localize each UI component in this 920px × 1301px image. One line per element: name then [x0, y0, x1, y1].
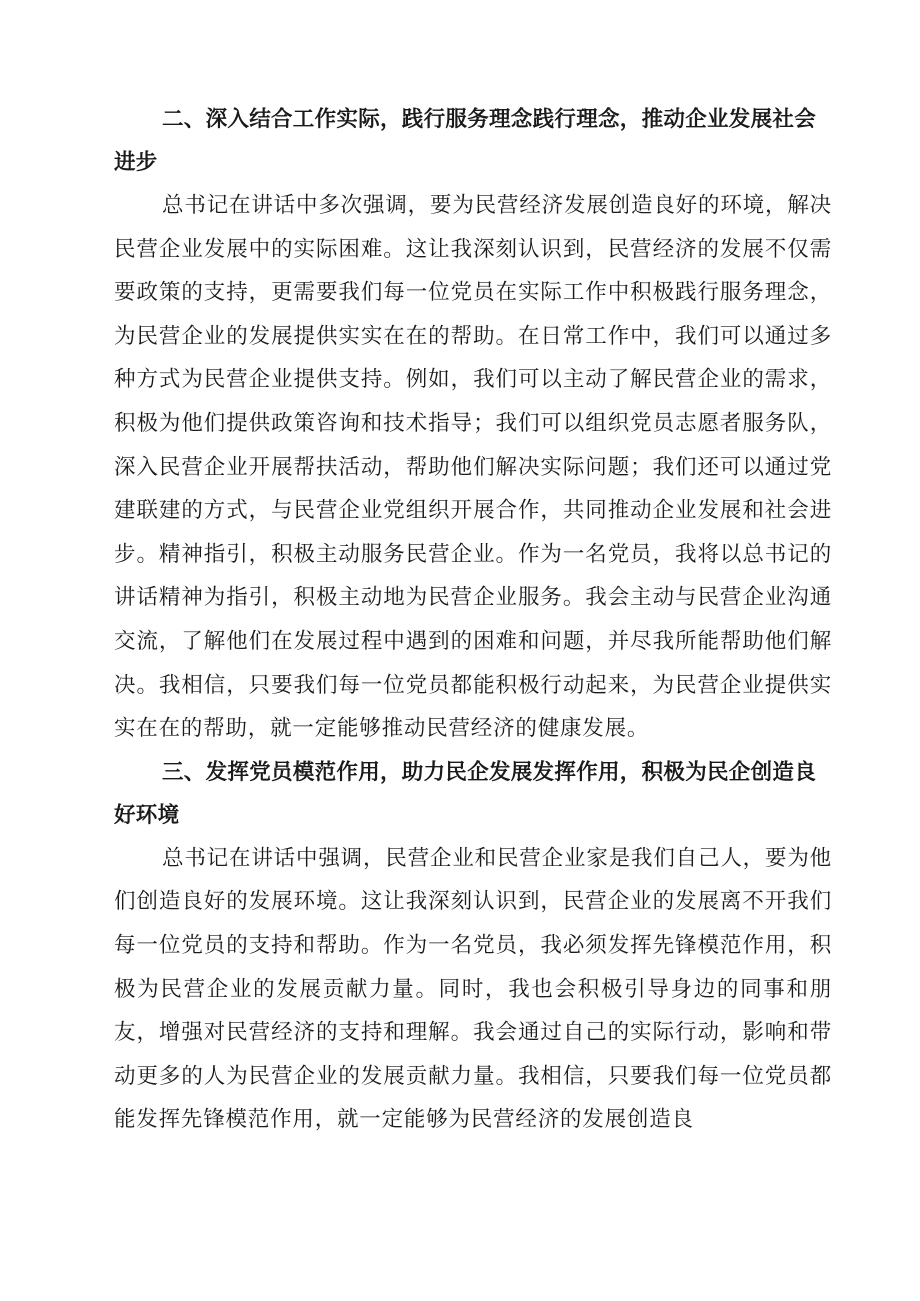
- section-heading-2: 二、深入结合工作实际，践行服务理念践行理念，推动企业发展社会进步: [114, 107, 817, 175]
- section-heading-3: 三、发挥党员模范作用，助力民企发展发挥作用，积极为民企创造良好环境: [114, 759, 817, 828]
- document-page: [114, 98, 832, 1142]
- section-body-2: 总书记在讲话中多次强调，要为民营经济发展创造良好的环境，解决民营企业发展中的实际困难。这让我深刻认识到，民营经济的发展不仅需要政策的支持，更需要我们每一位党员在实际工作中积极践行服务理念，为民营企业的发展提供实实在在的帮助。在日常工作中，我们可以通过多种方式为民营企业提供支持。例如，我们可以主动了解民营企业的需求，积极为他们提供政策咨询和技术指导；我们可以组织党员志愿者服务队，深入民营企业开展帮扶活动，帮助他们解决实际问题；我们还可以通过党建联建的方式，与民营企业党组织开展合作，共同推动企业发展和社会进步。精神指引，积极主动服务民营企业。作为一名党员，我将以总书记的讲话精神为指引，积极主动地为民营企业服务。我会主动与民营企业沟通交流，了解他们在发展过程中遇到的困难和问题，并尽我所能帮助他们解决。我相信，只要我们每一位党员都能积极行动起来，为民营企业提供实实在在的帮助，就一定能够推动民营经济的健康发展。: [114, 193, 832, 742]
- section-body-3: 总书记在讲话中强调，民营企业和民营企业家是我们自己人，要为他们创造良好的发展环境。这让我深刻认识到，民营企业的发展离不开我们每一位党员的支持和帮助。作为一名党员，我必须发挥先锋模范作用，积极为民营企业的发展贡献力量。同时，我也会积极引导身边的同事和朋友，增强对民营经济的支持和理解。我会通过自己的实际行动，影响和带动更多的人为民营企业的发展贡献力量。我相信，只要我们每一位党员都能发挥先锋模范作用，就一定能够为民营经济的发展创造良: [114, 845, 832, 1133]
